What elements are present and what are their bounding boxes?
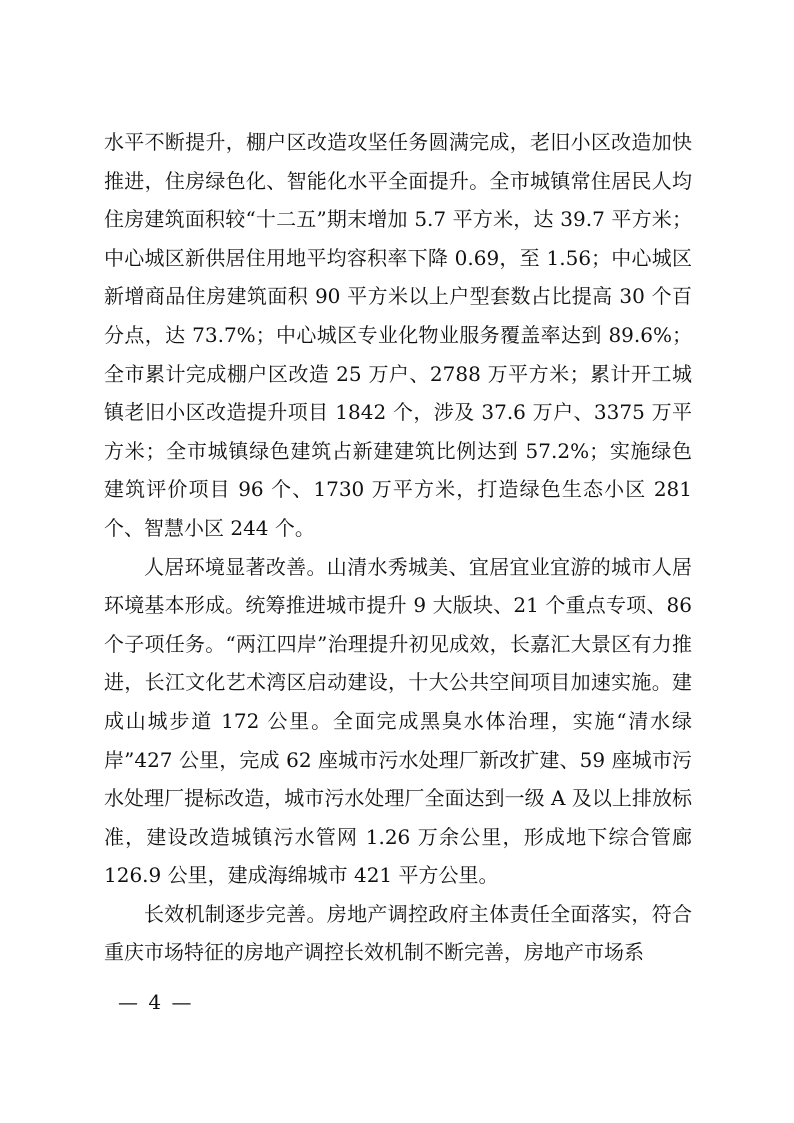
- document-body: [104, 123, 692, 972]
- paragraph-long-term-mechanism: 长效机制逐步完善。房地产调控政府主体责任全面落实，符合重庆市场特征的房地产调控长效机制不断完善，房地产市场系: [104, 901, 692, 965]
- paragraph-living-environment: 人居环境显著改善。山清水秀城美、宜居宜业宜游的城市人居环境基本形成。统筹推进城市提升 9 大版块、21 个重点专项、86 个子项任务。“两江四岸”治理提升初见成效，长嘉汇大景区有力推进，长江文化艺术湾区启动建设，十大公共空间项目加速实施。建成山城步道 172 公里。全面完成黑臭水体治理，实施“清水绿岸”427 公里，完成 62 座城市污水处理厂新改扩建、59 座城市污水处理厂提标改造，城市污水处理厂全面达到一级 A 及以上排放标准，建设改造城镇污水管网 1.26 万余公里，形成地下综合管廊 126.9 公里，建成海绵城市 421 平方公里。: [104, 554, 692, 888]
- page-number: — 4 —: [118, 990, 194, 1014]
- paragraph-housing-progress: 水平不断提升，棚户区改造攻坚任务圆满完成，老旧小区改造加快推进，住房绿色化、智能化水平全面提升。全市城镇常住居民人均住房建筑面积较“十二五”期末增加 5.7 平方米，达 39.7 平方米；中心城区新供居住用地平均容积率下降 0.69，至 1.56；中心城区新增商品住房建筑面积 90 平方米以上户型套数占比提高 30 个百分点，达 73.7%；中心城区专业化物业服务覆盖率达到 89.6%；全市累计完成棚户区改造 25 万户、2788 万平方米；累计开工城镇老旧小区改造提升项目 1842 个，涉及 37.6 万户、3375 万平方米；全市城镇绿色建筑占新建建筑比例达到 57.2%；实施绿色建筑评价项目 96 个、1730 万平方米，打造绿色生态小区 281 个、智慧小区 244 个。: [104, 130, 692, 540]
